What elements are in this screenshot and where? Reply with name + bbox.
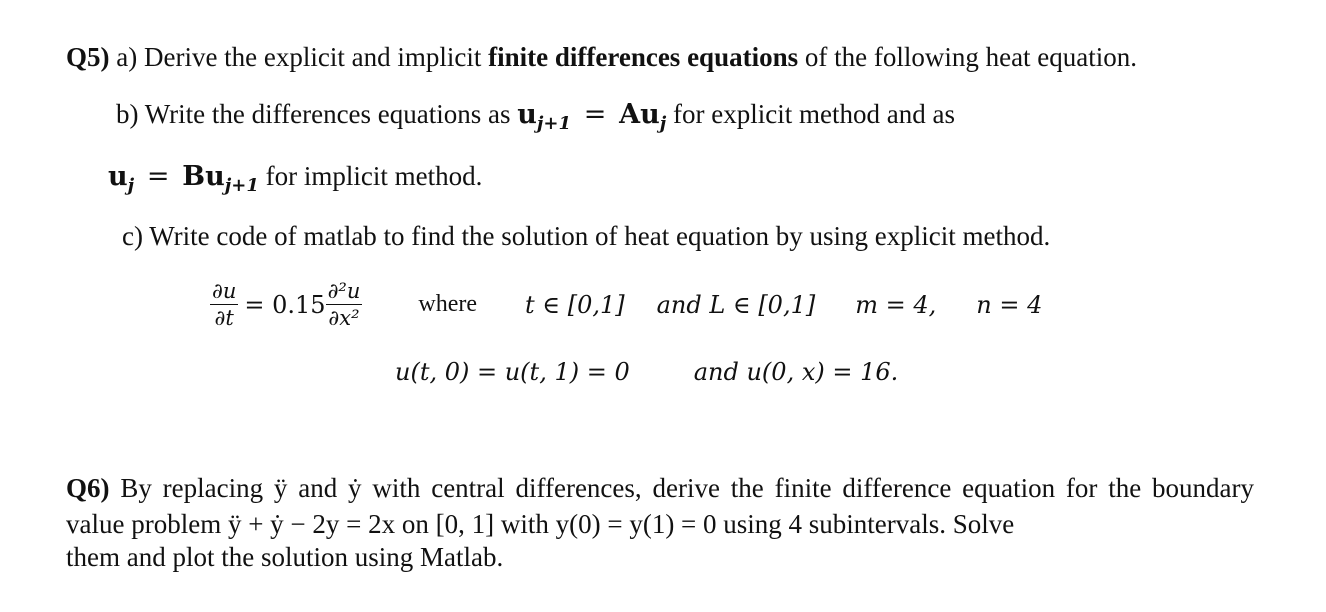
- m-value: m = 4,: [855, 290, 937, 319]
- q5-c-text: c) Write code of matlab to find the solution of heat equation by using explicit method.: [122, 221, 1051, 251]
- q5-b2-eq-equals: =: [146, 161, 170, 192]
- q5-a-text-pre: a) Derive the explicit and implicit: [116, 42, 482, 72]
- q5-part-c: [122, 221, 1050, 252]
- q5-b2-text-post: for implicit method.: [265, 161, 483, 191]
- q6-text-end: them and plot the solution using Matlab.: [66, 542, 504, 572]
- q5-label: Q5): [66, 42, 110, 72]
- q5-b2-eq-lhs: $u_j$: [108, 161, 135, 196]
- pde-d2u: ∂²u: [327, 279, 361, 303]
- pde-du: ∂u: [212, 279, 237, 303]
- L-range: and L ∈ [0,1]: [656, 290, 816, 319]
- boundary-conditions-line: [395, 358, 898, 386]
- q5-b-eq-lhs: $u_{j+1}$: [517, 99, 572, 134]
- q5-b-text-pre: b) Write the differences equations as: [116, 99, 511, 129]
- heat-equation-line: [210, 278, 1042, 331]
- pde-rhs-fraction: [326, 278, 363, 331]
- q5-b-eq-rhs: $Au_j$: [619, 99, 667, 134]
- q5-a-text-post: of the following heat equation.: [804, 42, 1138, 72]
- q5-part-a: [66, 42, 1137, 73]
- pde-coefficient: = 0.15: [244, 290, 326, 319]
- initial-condition: and u(0, x) = 16.: [693, 358, 899, 386]
- boundary-condition: u(t, 0) = u(t, 1) = 0: [395, 358, 630, 386]
- q5-b-eq-equals: =: [583, 99, 607, 130]
- pde-lhs-fraction: [210, 278, 238, 331]
- t-range: t ∈ [0,1]: [525, 290, 625, 319]
- q5-part-b: [116, 99, 955, 134]
- q5-b2-eq-rhs: $Bu_{j+1}$: [182, 161, 259, 196]
- where-label: where: [418, 291, 478, 317]
- q6-text: By replacing ÿ and ẏ with central differences, derive the finite difference equation for the boundary value problem ÿ + ẏ − 2y = 2x on [0, 1] with y(0) = y(1) = 0 using 4 subintervals. Solve: [66, 473, 1255, 539]
- q6-label: Q6): [66, 473, 110, 503]
- q6-paragraph: [66, 470, 1254, 542]
- q5-b-text-post: for explicit method and as: [673, 99, 955, 129]
- q5-part-b-continued: [108, 161, 482, 196]
- q6-last-line: [66, 542, 503, 573]
- pde-dx2: ∂x²: [328, 306, 360, 330]
- pde-dt: ∂t: [214, 306, 234, 330]
- n-value: n = 4: [976, 290, 1043, 319]
- q5-a-bold: finite differences equations: [488, 42, 799, 72]
